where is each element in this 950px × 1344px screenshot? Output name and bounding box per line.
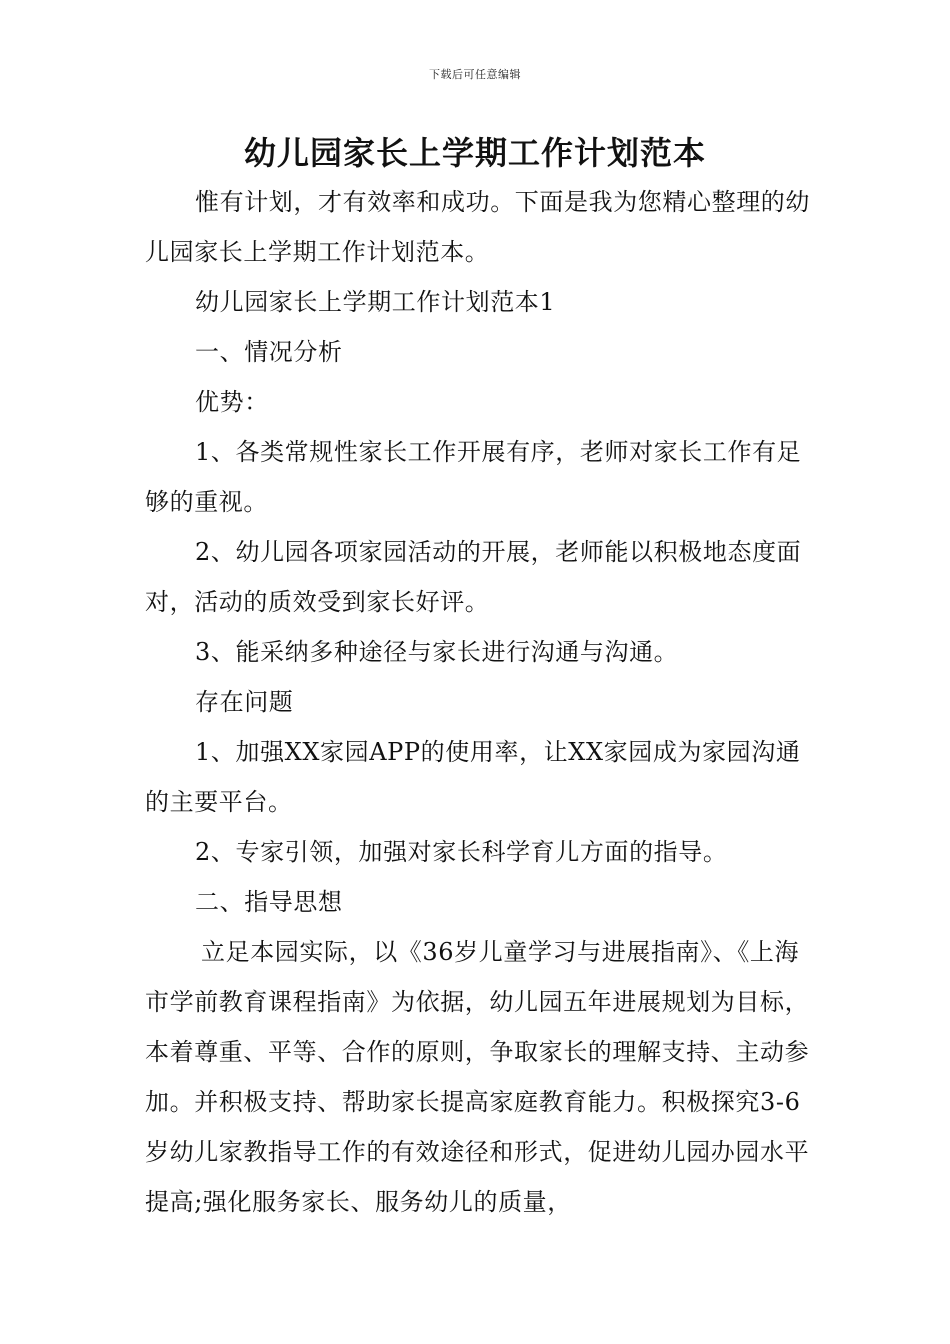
document-title: 幼儿园家长上学期工作计划范本 — [243, 134, 706, 172]
paragraph-intro: 惟有计划，才有效率和成功。下面是我为您精心整理的幼儿园家长上学期工作计划范本。 — [145, 188, 810, 266]
paragraph-problem-2: 2、专家引领，加强对家长科学育儿方面的指导。 — [195, 838, 728, 866]
paragraph-guiding-ideology: 立足本园实际，以《36岁儿童学习与进展指南》、《上海市学前教育课程指南》为依据，幼儿园五年进展规划为目标，本着尊重、平等、合作的原则，争取家长的理解支持、主动参加。并积极支持、帮助家长提高家庭教育能力。积极探究3-6岁幼儿家教指导工作的有效途径和形式，促进幼儿园办园水平提高;强化服务家长、服务幼儿的质量， — [145, 938, 810, 1216]
subheading-problems: 存在问题 — [195, 688, 294, 716]
header-note: 下载后可任意编辑 — [429, 68, 521, 81]
section-heading-guiding-ideology: 二、指导思想 — [195, 888, 343, 916]
section-heading-analysis: 一、情况分析 — [195, 338, 343, 366]
paragraph-strength-1: 1、各类常规性家长工作开展有序，老师对家长工作有足够的重视。 — [145, 438, 802, 516]
paragraph-strength-3: 3、能采纳多种途径与家长进行沟通与沟通。 — [195, 638, 679, 666]
paragraph-problem-1: 1、加强XX家园APP的使用率，让XX家园成为家园沟通的主要平台。 — [145, 738, 801, 816]
subheading-strengths: 优势： — [195, 388, 269, 416]
paragraph-subtitle: 幼儿园家长上学期工作计划范本1 — [195, 288, 556, 316]
paragraph-strength-2: 2、幼儿园各项家园活动的开展，老师能以积极地态度面对，活动的质效受到家长好评。 — [145, 538, 802, 616]
document-body — [145, 177, 815, 1227]
